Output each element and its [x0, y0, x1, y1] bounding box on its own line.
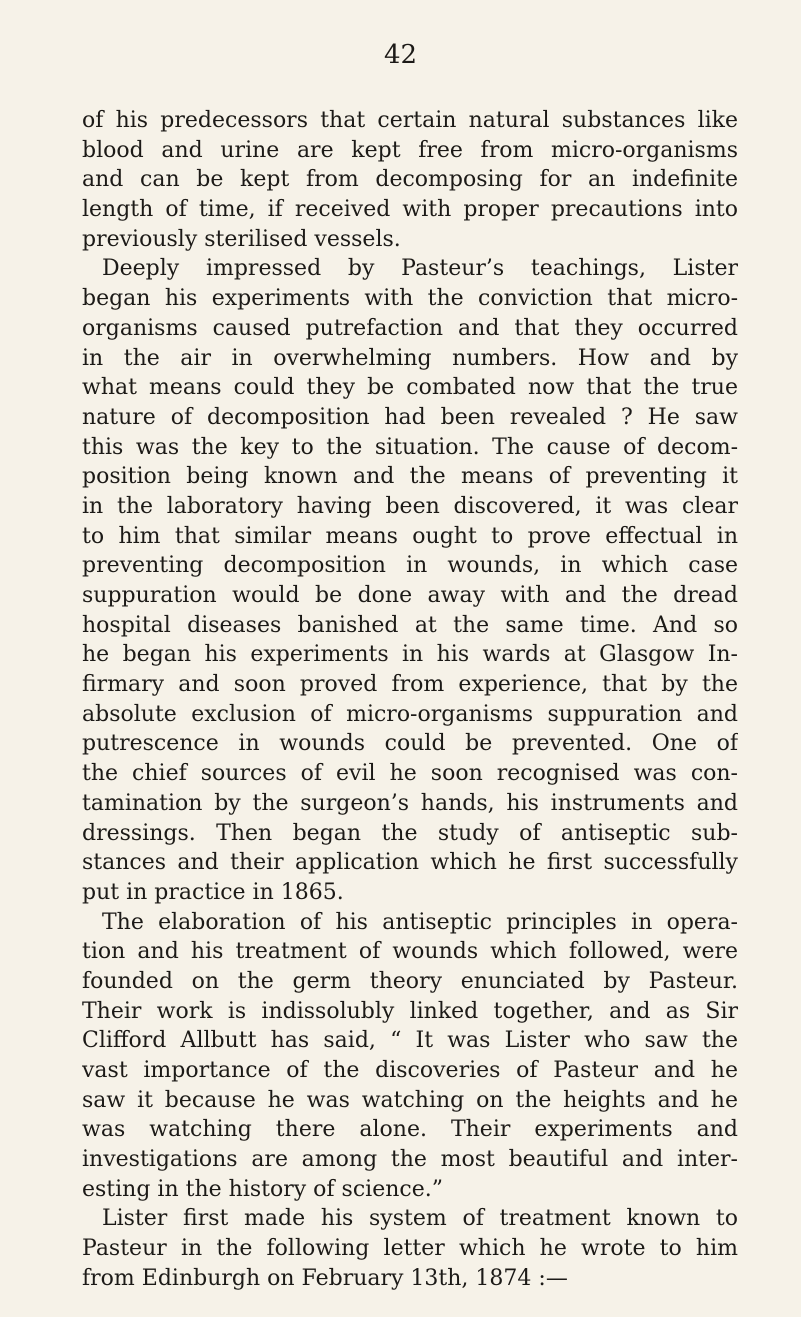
text-line: this was the key to the situation. The cause of decom-: [82, 434, 738, 460]
text-line: began his experiments with the conviction that micro-: [82, 286, 738, 312]
text-line: length of time, if received with proper precautions into: [82, 197, 738, 223]
text-line: esting in the history of science.”: [82, 1176, 443, 1202]
text-line: Clifford Allbutt has said, “ It was Lister who saw the: [82, 1028, 738, 1054]
text-line: hospital diseases banished at the same time. And so: [82, 612, 738, 638]
text-line: to him that similar means ought to prove effectual in: [82, 523, 738, 549]
text-line: from Edinburgh on February 13th, 1874 :—: [82, 1265, 568, 1291]
text-line: previously sterilised vessels.: [82, 226, 401, 252]
text-line: Their work is indissolubly linked together, and as Sir: [82, 998, 738, 1024]
text-line: tamination by the surgeon’s hands, his instruments and: [82, 790, 738, 816]
text-line: in the air in overwhelming numbers. How and by: [82, 345, 738, 371]
text-line: blood and urine are kept free from micro-organisms: [82, 137, 738, 163]
text-line: was watching there alone. Their experiments and: [82, 1117, 738, 1143]
text-line: the chief sources of evil he soon recognised was con-: [82, 761, 738, 787]
text-line: putrescence in wounds could be prevented. One of: [82, 731, 738, 757]
text-line: in the laboratory having been discovered, it was clear: [82, 493, 738, 519]
text-line: The elaboration of his antiseptic principles in opera-: [102, 909, 738, 935]
text-line: nature of decomposition had been revealed ? He saw: [82, 404, 738, 430]
text-line: organisms caused putrefaction and that they occurred: [82, 315, 738, 341]
text-line: Pasteur in the following letter which he wrote to him: [82, 1236, 738, 1262]
text-line: preventing decomposition in wounds, in which case: [82, 553, 738, 579]
text-line: suppuration would be done away with and the dread: [82, 583, 738, 608]
text-line: Lister first made his system of treatment known to: [102, 1206, 738, 1232]
text-line: put in practice in 1865.: [82, 879, 344, 905]
text-line: founded on the germ theory enunciated by Pasteur.: [82, 968, 738, 994]
text-line: position being known and the means of preventing it: [82, 464, 738, 490]
page-number: 42: [383, 40, 418, 70]
text-line: what means could they be combated now that the true: [82, 375, 738, 401]
text-line: and can be kept from decomposing for an indefinite: [82, 167, 738, 193]
text-line: saw it because he was watching on the heights and he: [82, 1087, 738, 1113]
text-line: tion and his treatment of wounds which followed, were: [82, 939, 738, 965]
text-line: of his predecessors that certain natural substances like: [82, 108, 738, 133]
text-line: he began his experiments in his wards at Glasgow In-: [82, 642, 738, 668]
body-text: [82, 106, 738, 1294]
text-line: investigations are among the most beautiful and inter-: [82, 1147, 738, 1173]
text-line: dressings. Then began the study of antiseptic sub-: [82, 820, 738, 846]
text-line: stances and their application which he first successfully: [82, 850, 738, 876]
text-line: Deeply impressed by Pasteur’s teachings, Lister: [102, 256, 738, 282]
text-line: vast importance of the discoveries of Pasteur and he: [82, 1058, 738, 1083]
text-line: firmary and soon proved from experience, that by the: [82, 672, 738, 698]
text-line: absolute exclusion of micro-organisms suppuration and: [82, 701, 738, 727]
